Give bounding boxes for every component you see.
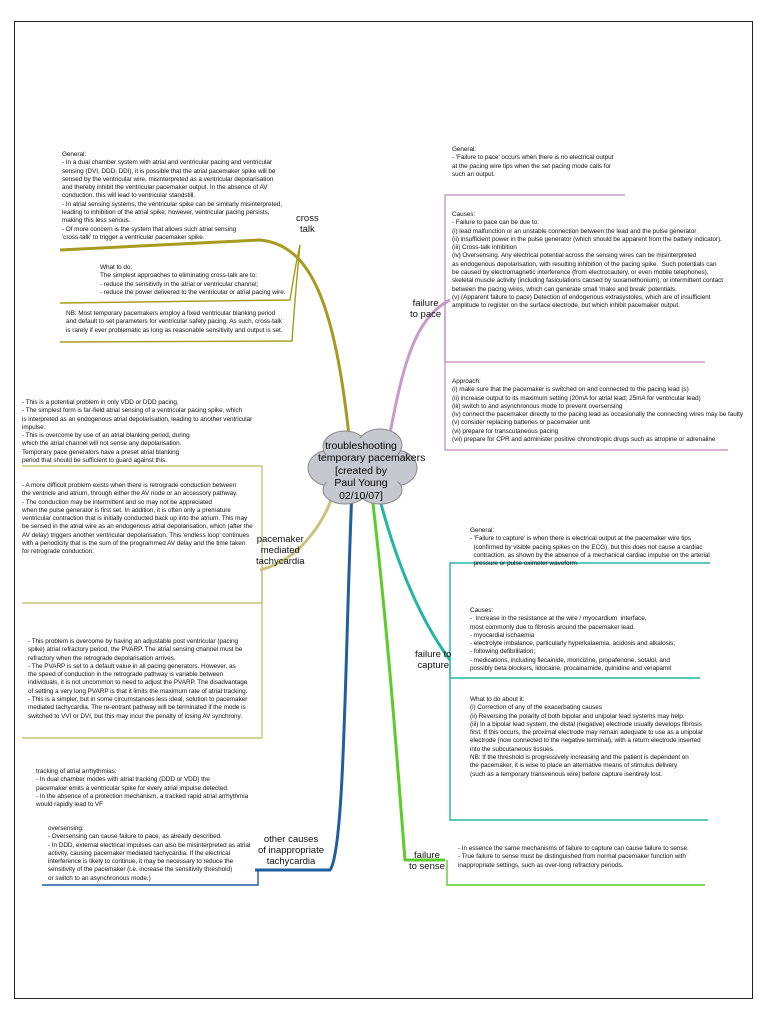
note-cross-talk-what-to-do: What to do: The simplest approaches to eliminating cross-talk are to: - reduce the sensitivity in the atrial or ventricular channel; - reduce the power delivered to the ventricular or atrial pacing wire. [100, 264, 286, 296]
branch-label-cross-talk: cross talk [296, 213, 319, 235]
branch-label-failure-to-sense: failure to sense [409, 850, 445, 872]
note-pmt-pvarp: - This problem is overcome by having an adjustable post ventricular (pacing spike) atrial refractory period, the PVARP. The atrial sensing channel must be refractory when the retrograde depolarisation arrives. - The PVARP is set to a default value in all pacing generators. However, as the speed of conduction in the retrograde pathway is variable between individuals, it is not uncommon to need to adjust the PVARP. The disadvantage of setting a very long PVARP is that it limits the maximum rate of atrial tracking. - This is a simpler, but in some circumstances less ideal, solution to pacemaker mediated tachycardia. The re-entrant pathway will be terminated if the mode is switched to VVI or DVI, but this may incur the penalty of losing AV synchrony. [28, 638, 248, 720]
note-cross-talk-nb: NB: Most temporary pacemakers employ a fixed ventricular blanking period and default to set parameters for ventricular safety pacing. As such, cross-talk is rarely if ever problematic as long as reasonable sensitivity and output is set. [66, 310, 283, 334]
central-topic: troubleshooting temporary pacemakers [created by Paul Young 02/10/07] [318, 440, 426, 502]
connector-failure-to-sense [372, 495, 445, 860]
note-pmt-retrograde: - A more difficult problem exists when there is retrograde conduction between the ventricle and atrium, through either the AV node or an accessory pathway. - The conduction may be intermittent and so may not be appreciated when the pulse generator is first set. In addition, it is often only a premature ventricular contraction that is initially conducted back up into the atrium. This may be sensed in the atrial wire as an endogenous atrial depolarisation, which (after the AV delay) triggers another ventricular depolarisation. This 'endless loop' continues with a periodicity that is the sum of the programmed AV delay and the time taken for retrograde conduction. [22, 482, 253, 556]
branch-label-failure-to-pace: failure to pace [410, 298, 442, 320]
note-capture-what-to-do: What to do about it: (i) Correction of any of the exacerbating causes (ii) Reversing the polarity of both bipolar and unipolar lead systems may help. (iii) In a bipolar lead system, the distal (negative) electrode usually develops fibrosis first. If this occurs, the proximal electrode may remain adequate to use as a unipolar electrode (now connected to the negative terminal), with a return electrode inserted into the subcutaneous tissues. NB: If the threshold is progressively increasing and the patient is dependent on the pacemaker, it is wise to place an alternative means of stimulus delivery (such as a temporary transvenous wire) before capture isentirely lost. [470, 696, 703, 778]
note-other-oversensing: oversensing: - Oversensing can cause failure to pace, as already described. - In DDD, external electrical impulses can also be misinterpreted as atrial activity, causing pacemaker mediated tachycardia. If the electrical interference is likely to continue, it may be necessary to reduce the sensitivity of the pacemaker (i.e. increase the sensitivity threshold) or switch to an asynchronous mode.) [48, 825, 251, 882]
branch-label-pmt: pacemaker mediated tachycardia [256, 534, 305, 567]
note-capture-general: General: - 'Failure to capture' is when there is electrical output at the pacemaker wire tips (confirmed by visible pacing spikes on the ECG), but this does not cause a cardiac contraction, as shown by the absence of a mechanical cardiac impulse on the arterial pressure or pulse oximeter waveform. [470, 527, 710, 568]
note-pmt-far-field: - This is a potential problem in only VDD or DDD pacing. - The simplest form is far-field atrial sensing of a ventricular pacing spike, which is interpreted as an endogenous atrial depolarisation, leading to another ventricular impulse. - This is overcome by use of an atrial blanking period, during which the atrial channel will not sense any depolarisation. Temporary pace generators have a preset atrial blanking period that should be sufficient to guard against this. [22, 399, 253, 465]
note-pace-general: General: - 'Failure to pace' occurs when there is no electrical output at the pacing wire tips when the set pacing mode calls for such an output. [452, 146, 614, 178]
branch-label-failure-to-capture: failure to capture [415, 649, 452, 671]
connector-failure-to-capture [378, 492, 450, 660]
connector-pmt-sub-2 [22, 570, 262, 603]
note-pace-causes: Causes: - Failure to pace can be due to: (i) lead malfunction or an unstable connection between the lead and the pulse generator (ii) insufficient power in the pulse generator (which should be apparent from the battery indicator). (iii) Cross-talk inhibition (iv) Oversensing. Any electrical potential across the sensing wires can be misinterpreted as endogenous depolarisation, with resulting inhibition of the pacing spike. Such potentials can be caused by electromagnetic interference (from electrocautery, or even mobile telephones), skeletal muscle activity (including fasiculations caused by suxamethonium), or intermittent contact between the pacing wires, which can generate small 'make and break' potentials. (v) (Apparent failure to pace) Detection of endogenous extrasystoles, which are of insufficient amplitude to register on the surface electrode, but which inhibit pacemaker output. [452, 211, 724, 310]
note-capture-causes: Causes: - Increase in the resistance at the wire / myocardium interface, most commonly due to fibrosis around the pacemaker lead. - myocardial ischaemia - electrolyte imbalance, particularly hyperkalaemia, acidosis and alkalosis; - following defibrillation; - medications, including flecainide, moricizine, propafenone, sotalol, and possibly beta blockers, lidocaine, procainamide, quinidine and verapamil [470, 607, 676, 673]
branch-label-other: other causes of inappropriate tachycardia [258, 834, 325, 867]
note-other-tracking: tracking of atrial arrhythmias: - In dual chamber modes with atrial tracking (DDD or VDD) the pacemaker emits a ventricular spike for every atrial impulse detected. - In the absence of a protection mechanism, a tracked rapid atrial arrhythmia would rapidly lead to VF [36, 768, 249, 809]
note-cross-talk-general: General: - In a dual chamber system with atrial and ventricular pacing and ventricular sensing (DVI, DDD, DDI), it is possible that the atrial pacemaker spike will be sensed by the ventricular wire, misinterpreted as a ventricular depolarisation and thereby inhibit the ventricular pacemaker output. In the absence of AV conduction, this will lead to ventricular standstill. - In atrial sensing systems, the ventricular spike can be similarly misinterpreted, leading to inhibition of the atrial spike; however, ventricular pacing persists, making this less serious. - Of more concern is the system that allows such atrial sensing 'cross-talk' to trigger a ventricular pacemaker spike. [62, 151, 282, 241]
note-pace-approach: Approach: (i) make sure that the pacemaker is switched on and connected to the pacing lead (s) (ii) increase output to its maximum setting (20mA for atrial lead; 25mA for ventricular lead) (iii) switch to and asynchronous mode to prevent oversensing (iv) connect the pacemaker directly to the pacing lead as occasionally the connecting wires may be faulty (v) consider replacing batteries or pacemaker unit (vi) prepare for transcutaneous pacing (vii) prepare for CPR and administer positive chronotropic drugs such as atropine or adrenaline [452, 378, 744, 444]
note-sense: - In essence the same mechanisms of failure to capture can cause failure to sense. - True failure to sense must be distinguished from normal pacemaker function with inappropriate settings, such as over-long refractory periods. [458, 845, 689, 869]
